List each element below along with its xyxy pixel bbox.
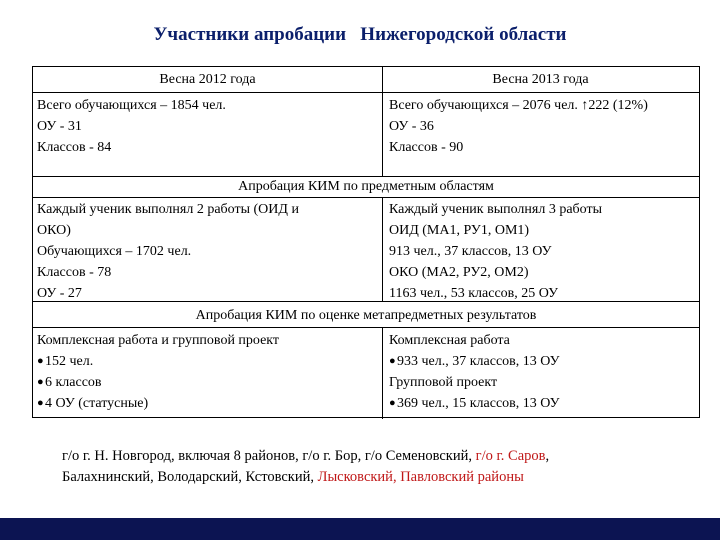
section2-2013-line: Комплексная работа xyxy=(389,333,510,348)
participants-table xyxy=(32,66,700,418)
footnote-line-1: г/о г. Н. Новгород, включая 8 районов, г/о г. Бор, г/о Семеновский, г/о г. Саров, xyxy=(62,448,550,464)
list-item: ●152 чел. xyxy=(37,351,279,372)
summary-2012-classes: Классов - 84 xyxy=(37,140,112,155)
section2-2013-line: Групповой проект xyxy=(389,375,498,390)
section1-2013-line: Каждый ученик выполнял 3 работы xyxy=(389,202,603,217)
footnote-line-2: Балахнинский, Володарский, Кстовский, Лысковский, Павловский районы xyxy=(62,469,524,485)
section1-2012 xyxy=(37,199,299,304)
summary-2012-students: Всего обучающихся – 1854 чел. xyxy=(37,98,226,113)
summary-2013-schools: ОУ - 36 xyxy=(389,119,434,134)
bullet-icon: ● xyxy=(389,355,396,367)
section1-title-divider xyxy=(33,197,699,198)
column-header-2013: Весна 2013 года xyxy=(492,72,589,87)
section1-2013-line: ОКО (МА2, РУ2, ОМ2) xyxy=(389,265,529,280)
section1-title: Апробация КИМ по предметным областям xyxy=(238,179,494,194)
bullet-icon: ● xyxy=(37,397,44,409)
summary-2013-students: Всего обучающихся – 2076 чел. ↑222 (12%) xyxy=(389,98,648,113)
section1-2013 xyxy=(389,199,602,304)
section1-2012-line: ОУ - 27 xyxy=(37,286,82,301)
column-divider-bottom xyxy=(382,327,383,419)
section2-title: Апробация КИМ по оценке метапредметных результатов xyxy=(195,308,537,323)
section1-2012-line: Каждый ученик выполнял 2 работы (ОИД и xyxy=(37,202,299,217)
section1-2012-line: Обучающихся – 1702 чел. xyxy=(37,244,192,259)
summary-2012 xyxy=(37,95,226,158)
section1-2013-line: 1163 чел., 53 классов, 25 ОУ xyxy=(389,286,558,301)
section1-2012-line: ОКО) xyxy=(37,223,71,238)
header-divider xyxy=(33,92,699,93)
section1-2012-line: Классов - 78 xyxy=(37,265,112,280)
column-header-2012: Весна 2012 года xyxy=(159,72,256,87)
participants-footnote xyxy=(62,446,702,488)
bullet-icon: ● xyxy=(37,376,44,388)
section2-2013 xyxy=(389,330,560,414)
section1-2013-line: ОИД (МА1, РУ1, ОМ1) xyxy=(389,223,530,238)
summary-2012-schools: ОУ - 31 xyxy=(37,119,82,134)
section2-2012-heading: Комплексная работа и групповой проект xyxy=(37,333,280,348)
section2-2012 xyxy=(37,330,279,414)
highlighted-districts: Лысковский, Павловский районы xyxy=(317,469,524,485)
summary-2013 xyxy=(389,95,648,158)
list-item: ●369 чел., 15 классов, 13 ОУ xyxy=(389,393,560,414)
bullet-icon: ● xyxy=(389,397,396,409)
page-title: Участники апробации Нижегородской области xyxy=(153,24,567,45)
bottom-bar xyxy=(0,518,720,540)
section2-title-divider xyxy=(33,327,699,328)
highlighted-district: г/о г. Саров xyxy=(475,448,546,464)
list-item: ●933 чел., 37 классов, 13 ОУ xyxy=(389,351,560,372)
bullet-icon: ● xyxy=(37,355,44,367)
column-divider-middle xyxy=(382,197,383,301)
list-item: ●4 ОУ (статусные) xyxy=(37,393,279,414)
section1-2013-line: 913 чел., 37 классов, 13 ОУ xyxy=(389,244,552,259)
summary-2013-classes: Классов - 90 xyxy=(389,140,464,155)
list-item: ●6 классов xyxy=(37,372,279,393)
